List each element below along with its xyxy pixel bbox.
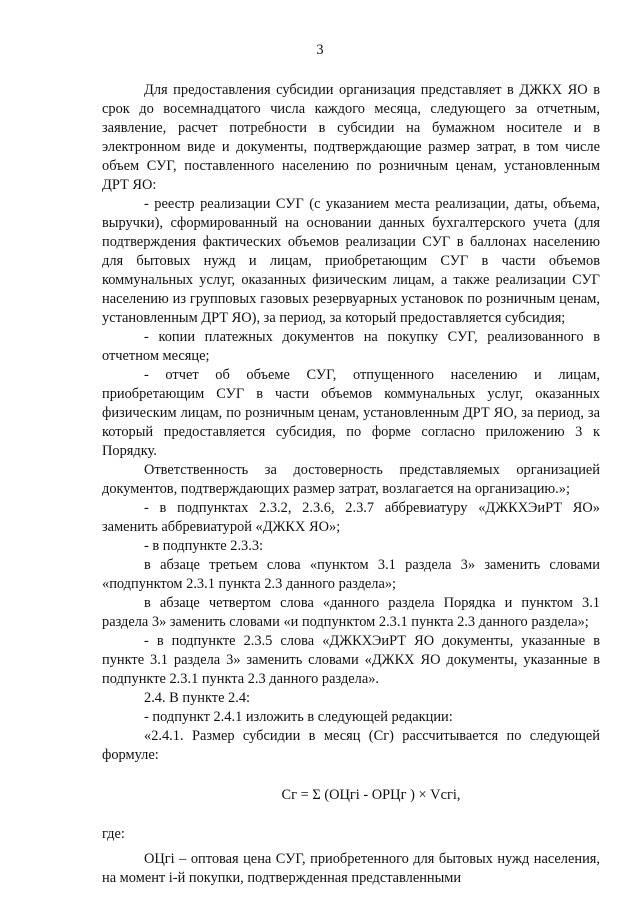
paragraph: в абзаце четвертом слова «данного раздела Порядка и пунктом 3.1 раздела 3» заменить словами «и подпунктом 2.3.1 пункта 2.3 данного раздела»;: [102, 595, 600, 630]
paragraph: - реестр реализации СУГ (с указанием места реализации, даты, объема, выручки), сформированный на основании данных бухгалтерского учета (для подтверждения фактических объемов реализации СУГ в баллонах населению для бытовых нужд и лицам, приобретающим СУГ в части объемов коммунальных услуг, оказанных физическим лицам, а также реализации СУГ населению из групповых газовых резервуарных установок по розничным ценам, установленным ДРТ ЯО), за период, за который предоставляется субсидия;: [102, 196, 600, 326]
paragraph: Для предоставления субсидии организация представляет в ДЖКХ ЯО в срок до восемнадцатого числа каждого месяца, следующего за отчетным, заявление, расчет потребности в субсидии на бумажном носителе и в электронном виде и документы, подтверждающие размер затрат, в том числе объем СУГ, поставленного населению по розничным ценам, установленным ДРТ ЯО:: [102, 82, 600, 193]
paragraph: - отчет об объеме СУГ, отпущенного населению и лицам, приобретающим СУГ в части объемов коммунальных услуг, оказанных физическим лицам, по розничным ценам, установленным ДРТ ЯО, за период, за который предоставляется субсидия, по форме согласно приложению 3 к Порядку.: [102, 367, 600, 459]
paragraph: - в подпункте 2.3.3:: [144, 538, 264, 554]
paragraph: «2.4.1. Размер субсидии в месяц (Сг) рассчитывается по следующей формуле:: [102, 728, 600, 763]
paragraph: ОЦгi – оптовая цена СУГ, приобретенного для бытовых нужд населения, на момент i-й покупки, подтвержденная представленными: [102, 851, 600, 886]
paragraph: - в подпунктах 2.3.2, 2.3.6, 2.3.7 аббревиатуру «ДЖКХЭиРТ ЯО» заменить аббревиатурой «ДЖКХ ЯО»;: [102, 500, 600, 535]
formula: Сг = Σ (ОЦгi - ОРЦг ) × Vсгi,: [281, 787, 461, 803]
paragraph: - в подпункте 2.3.5 слова «ДЖКХЭиРТ ЯО документы, указанные в пункте 3.1 раздела 3» заменить словами «ДЖКХ ЯО документы, указанные в подпункте 2.3.1 пункта 2.3 данного раздела».: [102, 633, 600, 687]
body-text: [102, 81, 600, 888]
paragraph: Ответственность за достоверность представляемых организацией документов, подтверждающих размер затрат, возлагается на организацию.»;: [102, 462, 600, 497]
paragraph: 2.4. В пункте 2.4:: [144, 690, 251, 706]
paragraph: в абзаце третьем слова «пунктом 3.1 раздела 3» заменить словами «подпунктом 2.3.1 пункта 2.3 данного раздела»;: [102, 557, 600, 592]
paragraph: - подпункт 2.4.1 изложить в следующей редакции:: [144, 709, 453, 725]
paragraph: - копии платежных документов на покупку СУГ, реализованного в отчетном месяце;: [102, 329, 600, 364]
where-label: где:: [102, 826, 125, 842]
page-number: 3: [316, 42, 324, 58]
